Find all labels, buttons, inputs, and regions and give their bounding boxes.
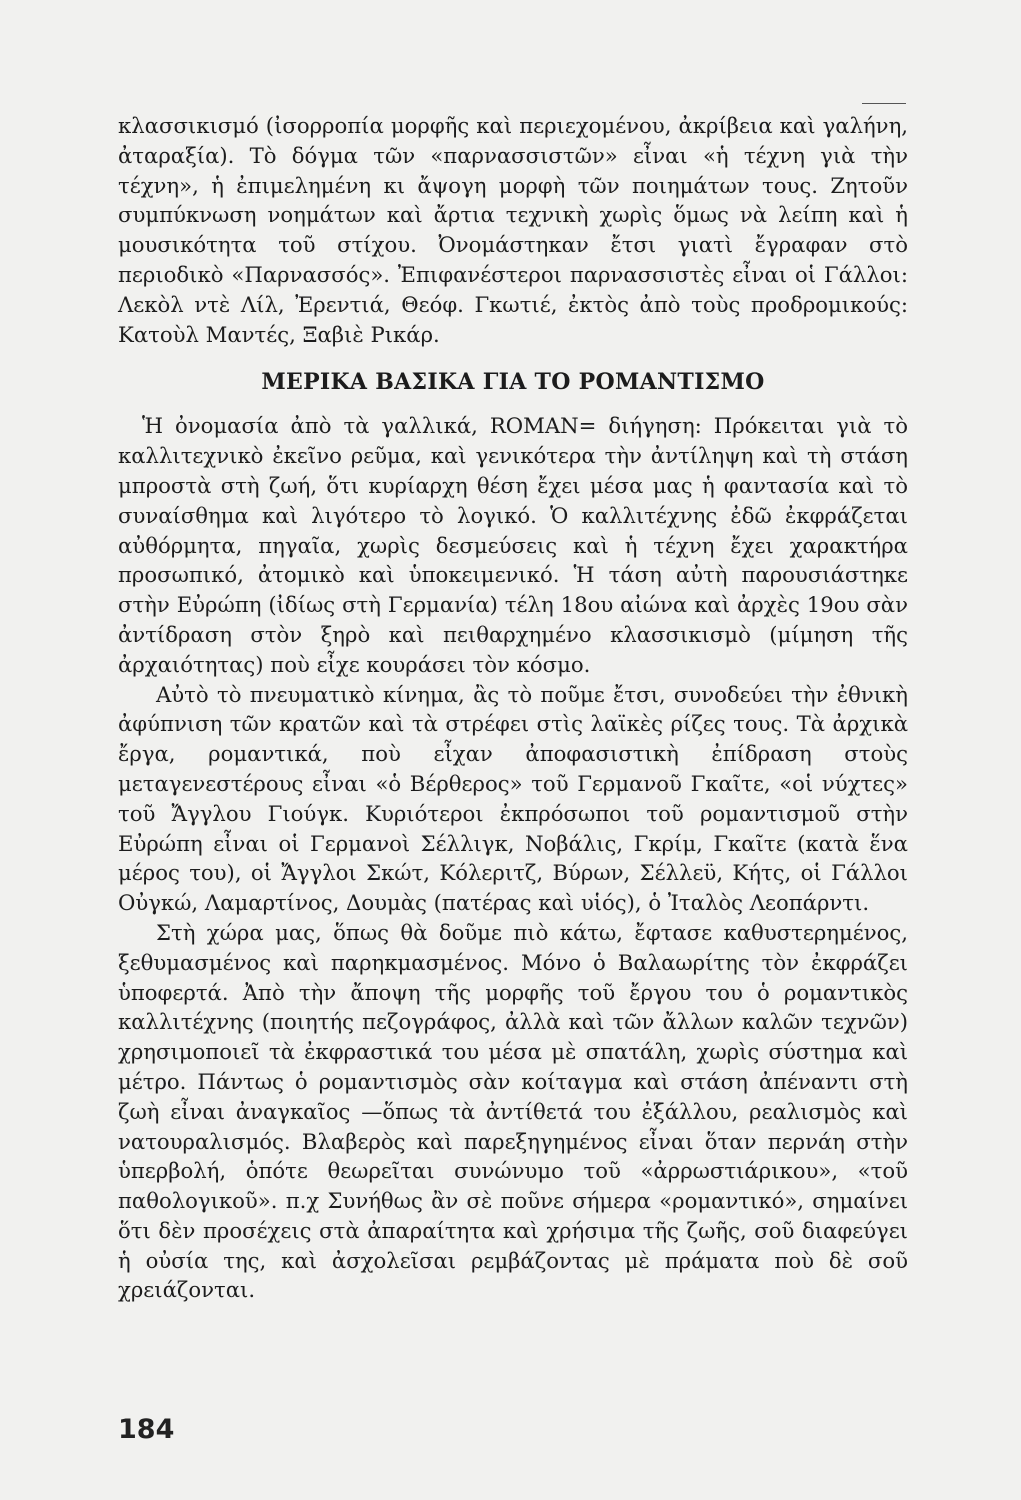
paragraph-romanticism-movement: Αὐτὸ τὸ πνευματικὸ κίνημα, ἂς τὸ ποῦμε ἔτσι, συνοδεύει τὴν ἐθνικὴ ἀφύπνιση τῶν κρατῶν καὶ τὰ στρέφει στὶς λαϊκὲς ρίζες τους. Τὰ ἀρχικὰ ἔργα, ρομαντικά, ποὺ εἶχαν ἀποφασιστικὴ ἐπίδραση στοὺς μεταγενεστέρους εἶναι «ὁ Βέρθερος» τοῦ Γερμανοῦ Γκαῖτε, «οἱ νύχτες» τοῦ Ἄγγλου Γιούγκ. Κυριότεροι ἐκπρόσωποι τοῦ ρομαντισμοῦ στὴν Εὐρώπη εἶναι οἱ Γερμανοὶ Σέλλιγκ, Νοβάλις, Γκρίμ, Γκαῖτε (κατὰ ἕνα μέρος του), οἱ Ἄγγλοι Σκώτ, Κόλεριτζ, Βύρων, Σέλλεϋ, Κήτς, οἱ Γάλλοι Οὐγκώ, Λαμαρτίνος, Δουμὰς (πατέρας καὶ υἱός), ὁ Ἰταλὸς Λεοπάρντι. xyxy=(118,681,908,916)
page-body xyxy=(118,111,908,1305)
header-rule xyxy=(862,103,906,104)
page-number: 184 xyxy=(118,1414,175,1445)
section-heading: ΜΕΡΙΚΑ ΒΑΣΙΚΑ ΓΙΑ ΤΟ ΡΟΜΑΝΤΙΣΜΟ xyxy=(261,369,765,396)
paragraph-romanticism-greece: Στὴ χώρα μας, ὅπως θὰ δοῦμε πιὸ κάτω, ἔφτασε καθυστερημένος, ξεθυμασμένος καὶ παρηκμασμένος. Μόνο ὁ Βαλαωρίτης τὸν ἐκφράζει ὑποφερτά. Ἀπὸ τὴν ἄποψη τῆς μορφῆς τοῦ ἔργου του ὁ ρομαντικὸς καλλιτέχνης (ποιητής πεζογράφος, ἀλλὰ καὶ τῶν ἄλλων καλῶν τεχνῶν) χρησιμοποιεῖ τὰ ἐκφραστικά του μέσα μὲ σπατάλη, χωρὶς σύστημα καὶ μέτρο. Πάντως ὁ ρομαντισμὸς σὰν κοίταγμα καὶ στάση ἀπέναντι στὴ ζωὴ εἶναι ἀναγκαῖος —ὅπως τὰ ἀντίθετά του ἐξάλλου, ρεαλισμὸς καὶ νατουραλισμός. Βλαβερὸς καὶ παρεξηγημένος εἶναι ὅταν περνάη στὴν ὑπερβολή, ὁπότε θεωρεῖται συνώνυμο τοῦ «ἀρρωστιάρικου», «τοῦ παθολογικοῦ». π.χ Συνήθως ἂν σὲ ποῦνε σήμερα «ρομαντικό», σημαίνει ὅτι δὲν προσέχεις στὰ ἀπαραίτητα καὶ χρήσιμα τῆς ζωῆς, σοῦ διαφεύγει ἡ οὐσία της, καὶ ἀσχολεῖσαι ρεμβάζοντας μὲ πράματα ποὺ δὲ σοῦ χρειάζονται. xyxy=(118,919,908,1303)
paragraph-parnassians: κλασσικισμό (ἰσορροπία μορφῆς καὶ περιεχομένου, ἀκρίβεια καὶ γαλήνη, ἀταραξία). Τὸ δόγμα τῶν «παρνασσιστῶν» εἶναι «ἡ τέχνη γιὰ τὴν τέχνη», ἡ ἐπιμελημένη κι ἄψογη μορφὴ τῶν ποιημάτων τους. Ζητοῦν συμπύκνωση νοημάτων καὶ ἄρτια τεχνικὴ χωρὶς ὅμως νὰ λείπη καὶ ἡ μουσικότητα τοῦ στίχου. Ὀνομάστηκαν ἔτσι γιατὶ ἔγραφαν στὸ περιοδικὸ «Παρνασσός». Ἐπιφανέστεροι παρνασσιστὲς εἶναι οἱ Γάλλοι: Λεκὸλ ντὲ Λίλ, Ἐρεντιά, Θεόφ. Γκωτιέ, ἐκτὸς ἀπὸ τοὺς προδρομικούς: Κατοὺλ Μαντές, Ξαβιὲ Ρικάρ. xyxy=(118,113,908,347)
paragraph-romanticism-definition: Ἡ ὀνομασία ἀπὸ τὰ γαλλικά, ROMAN= διήγηση: Πρόκειται γιὰ τὸ καλλιτεχνικὸ ἐκεῖνο ρεῦμα, καὶ γενικότερα τὴν ἀντίληψη καὶ τὴ στάση μπροστὰ στὴ ζωή, ὅτι κυρίαρχη θέση ἔχει μέσα μας ἡ φαντασία καὶ τὸ συναίσθημα καὶ λιγότερο τὸ λογικό. Ὁ καλλιτέχνης ἐδῶ ἐκφράζεται αὐθόρμητα, πηγαῖα, χωρὶς δεσμεύσεις καὶ ἡ τέχνη ἔχει χαρακτήρα προσωπικό, ἀτομικὸ καὶ ὑποκειμενικό. Ἡ τάση αὐτὴ παρουσιάστηκε στὴν Εὐρώπη (ἰδίως στὴ Γερμανία) τέλη 18ου αἰώνα καὶ ἀρχὲς 19ου σὰν ἀντίδραση στὸν ξηρὸ καὶ πειθαρχημένο κλασσικισμὸ (μίμηση τῆς ἀρχαιότητας) ποὺ εἶχε κουράσει τὸν κόσμο. xyxy=(118,413,908,677)
